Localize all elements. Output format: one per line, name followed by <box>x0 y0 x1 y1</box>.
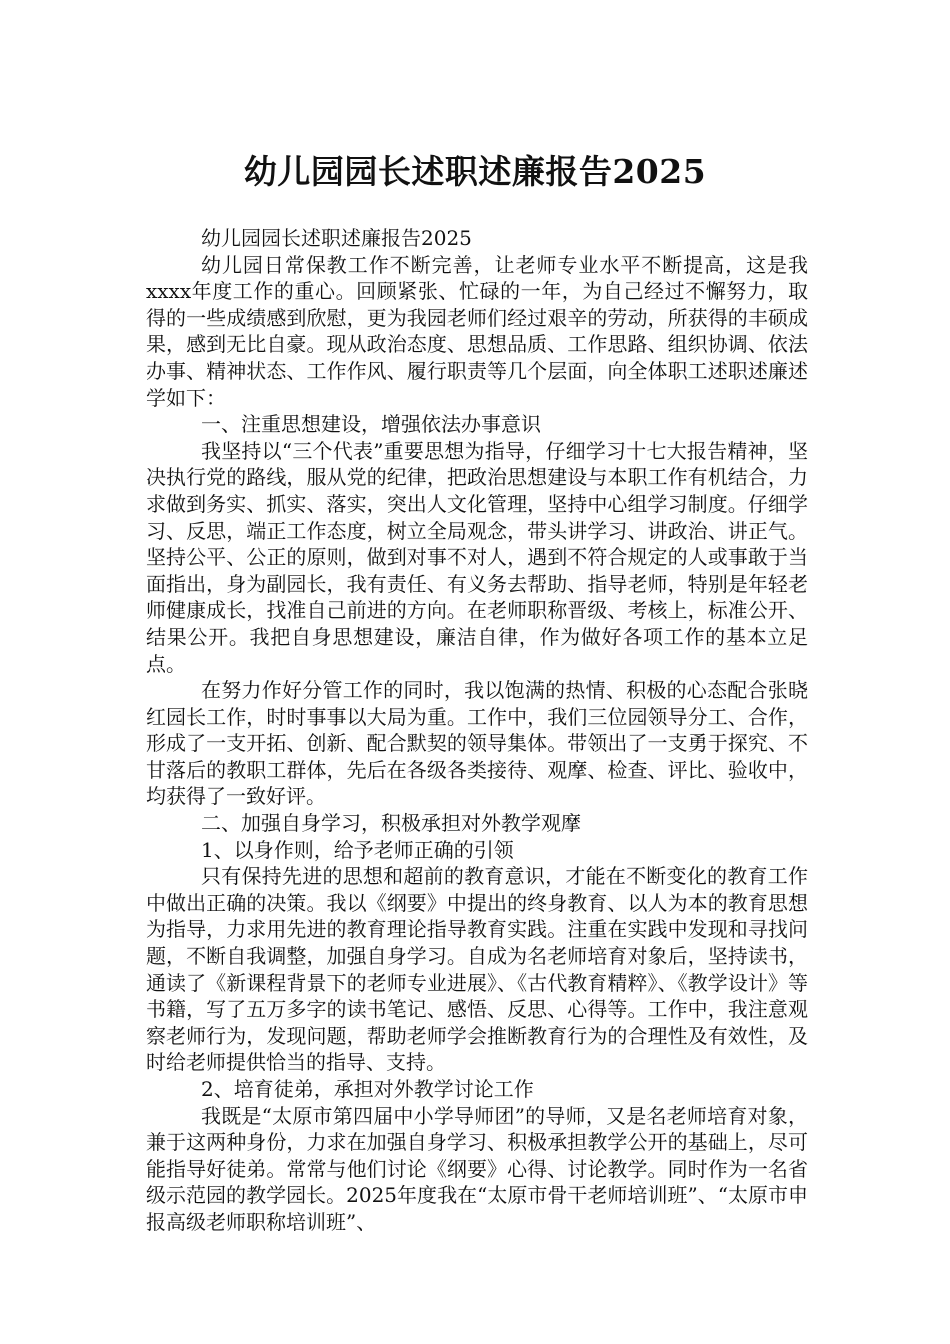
body-paragraph: 只有保持先进的思想和超前的教育意识，才能在不断变化的教育工作中做出正确的决策。我以《纲要》中提出的终身教育、以人为本的教育思想为指导，力求用先进的教育理论指导教育实践。注重在实践中发现和寻找问题，不断自我调整，加强自身学习。自成为名老师培育对象后，坚持读书，通读了《新课程背景下的老师专业进展》、《古代教育精粹》、《教学设计》等书籍，写了五万多字的读书笔记、感悟、反思、心得等。工作中，我注意观察老师行为，发现问题，帮助老师学会推断教育行为的合理性及有效性，及时给老师提供恰当的指导、支持。 <box>146 864 808 1075</box>
document-body <box>146 225 808 1236</box>
section-heading-1: 一、注重思想建设，增强依法办事意识 <box>201 412 541 437</box>
body-paragraph: 在努力作好分管工作的同时，我以饱满的热情、积极的心态配合张晓红园长工作，时时事事以大局为重。工作中，我们三位园领导分工、合作，形成了一支开拓、创新、配合默契的领导集体。带领出了一支勇于探究、不甘落后的教职工群体，先后在各级各类接待、观摩、检查、评比、验收中，均获得了一致好评。 <box>146 678 808 809</box>
body-paragraph: 我既是“太原市第四届中小学导师团”的导师，又是名老师培育对象，兼于这两种身份，力求在加强自身学习、积极承担教学公开的基础上，尽可能指导好徒弟。常常与他们讨论《纲要》心得、讨论教学。同时作为一名省级示范园的教学园长。2025年度我在“太原市骨干老师培训班”、“太原市申报高级老师职称培训班”、 <box>146 1103 808 1234</box>
subsection-heading-1: 1、以身作则，给予老师正确的引领 <box>201 837 514 862</box>
document-title: 幼儿园园长述职述廉报告2025 <box>243 152 707 192</box>
section-heading-2: 二、加强自身学习，积极承担对外教学观摩 <box>201 811 581 836</box>
subsection-heading-2: 2、培育徒弟，承担对外教学讨论工作 <box>201 1077 534 1101</box>
body-subtitle: 幼儿园园长述职述廉报告2025 <box>201 226 472 250</box>
intro-paragraph: 幼儿园日常保教工作不断完善，让老师专业水平不断提高，这是我xxxx年度工作的重心。回顾紧张、忙碌的一年，为自己经过不懈努力，取得的一些成绩感到欣慰，更为我园老师们经过艰辛的劳动，所获得的丰硕成果，感到无比自豪。现从政治态度、思想品质、工作思路、组织协调、依法办事、精神状态、工作作风、履行职责等几个层面，向全体职工述职述廉述学如下： <box>146 252 808 410</box>
body-paragraph: 我坚持以“三个代表”重要思想为指导，仔细学习十七大报告精神，坚决执行党的路线，服从党的纪律，把政治思想建设与本职工作有机结合，力求做到务实、抓实、落实，突出人文化管理，坚持中心组学习制度。仔细学习、反思，端正工作态度，树立全局观念，带头讲学习、讲政治、讲正气。坚持公平、公正的原则，做到对事不对人，遇到不符合规定的人或事敢于当面指出，身为副园长，我有责任、有义务去帮助、指导老师，特别是年轻老师健康成长，找准自己前进的方向。在老师职称晋级、考核上，标准公开、结果公开。我把自身思想建设，廉洁自律，作为做好各项工作的基本立足点。 <box>146 438 808 676</box>
